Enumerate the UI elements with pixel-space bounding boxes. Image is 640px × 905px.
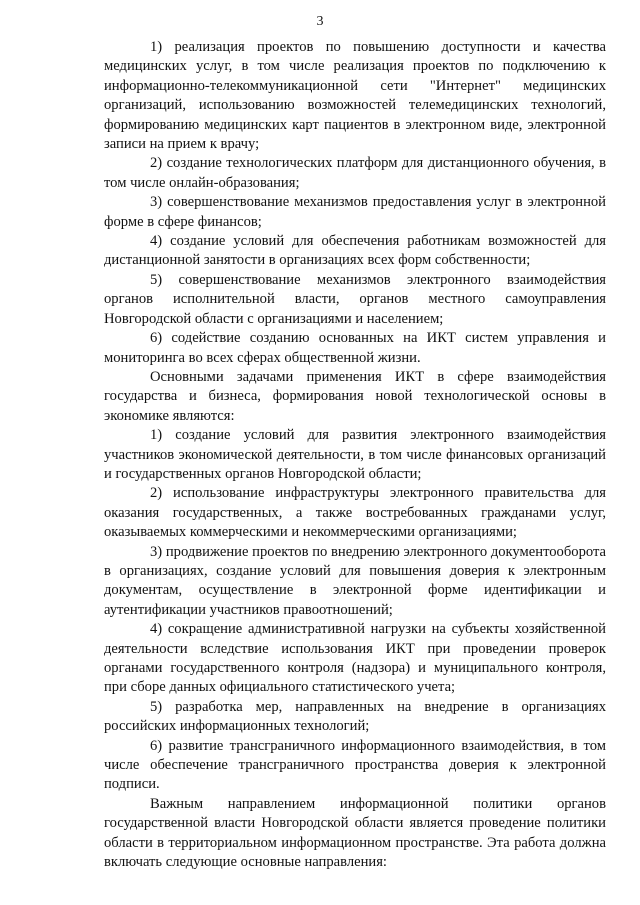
list-item-russian-it: 5) разработка мер, направленных на внедрение в организациях российских информационных технологий; bbox=[104, 698, 606, 735]
list-item-government-interaction: 5) совершенствование механизмов электронного взаимодействия органов исполнительной власти, органов местного самоуправления Новгородской области с организациями и населением; bbox=[104, 271, 606, 327]
business-tasks-intro: Основными задачами применения ИКТ в сфере взаимодействия государства и бизнеса, формирования новой технологической основы в экономике являются: bbox=[104, 368, 606, 424]
list-item-administrative-burden: 4) сокращение административной нагрузки на субъекты хозяйственной деятельности вследствие использования ИКТ при проведении проверок органами государственного контроля (надзора) и муниципального контроля, при сборе данных официального статистического учета; bbox=[104, 621, 606, 696]
page-number: 3 bbox=[316, 14, 324, 29]
list-item-medical-services: 1) реализация проектов по повышению доступности и качества медицинских услуг, в том числе реализация проектов по подключению к информационно-телекоммуникационной сети "Интернет" медицинских организаций, использованию возможностей телемедицинских технологий, формированию медицинских карт пациентов в электронном виде, электронной записи на прием к врачу; bbox=[104, 39, 606, 153]
document-body bbox=[104, 38, 606, 872]
list-item-electronic-document-flow: 3) продвижение проектов по внедрению электронного документооборота в организациях, создание условий для повышения доверия к электронным документам, осуществление в электронной форме идентификации и аутентификации участников правоотношений; bbox=[104, 543, 606, 618]
list-item-ict-management-systems: 6) содействие созданию основанных на ИКТ систем управления и мониторинга во всех сферах общественной жизни. bbox=[104, 330, 606, 366]
list-item-distance-learning: 2) создание технологических платформ для дистанционного обучения, в том числе онлайн-образования; bbox=[104, 155, 606, 191]
list-item-electronic-interaction: 1) создание условий для развития электронного взаимодействия участников экономической деятельности, в том числе финансовых организаций и государственных органов Новгородской области; bbox=[104, 427, 606, 482]
information-policy-paragraph: Важным направлением информационной политики органов государственной власти Новгородской области является проведение политики области в территориальном информационном пространстве. Эта работа должна включать следующие основные направления: bbox=[104, 795, 606, 871]
list-item-remote-employment: 4) создание условий для обеспечения работникам возможностей для дистанционной занятости в организациях всех форм собственности; bbox=[104, 233, 606, 269]
list-item-cross-border-interaction: 6) развитие трансграничного информационного взаимодействия, в том числе обеспечение трансграничного пространства доверия к электронной подписи. bbox=[104, 737, 606, 793]
list-item-finance-services: 3) совершенствование механизмов предоставления услуг в электронной форме в сфере финансов; bbox=[104, 194, 606, 230]
list-item-e-government-infrastructure: 2) использование инфраструктуры электронного правительства для оказания государственных, а также востребованных гражданами услуг, оказываемых коммерческими и некоммерческими организациями; bbox=[104, 485, 606, 541]
